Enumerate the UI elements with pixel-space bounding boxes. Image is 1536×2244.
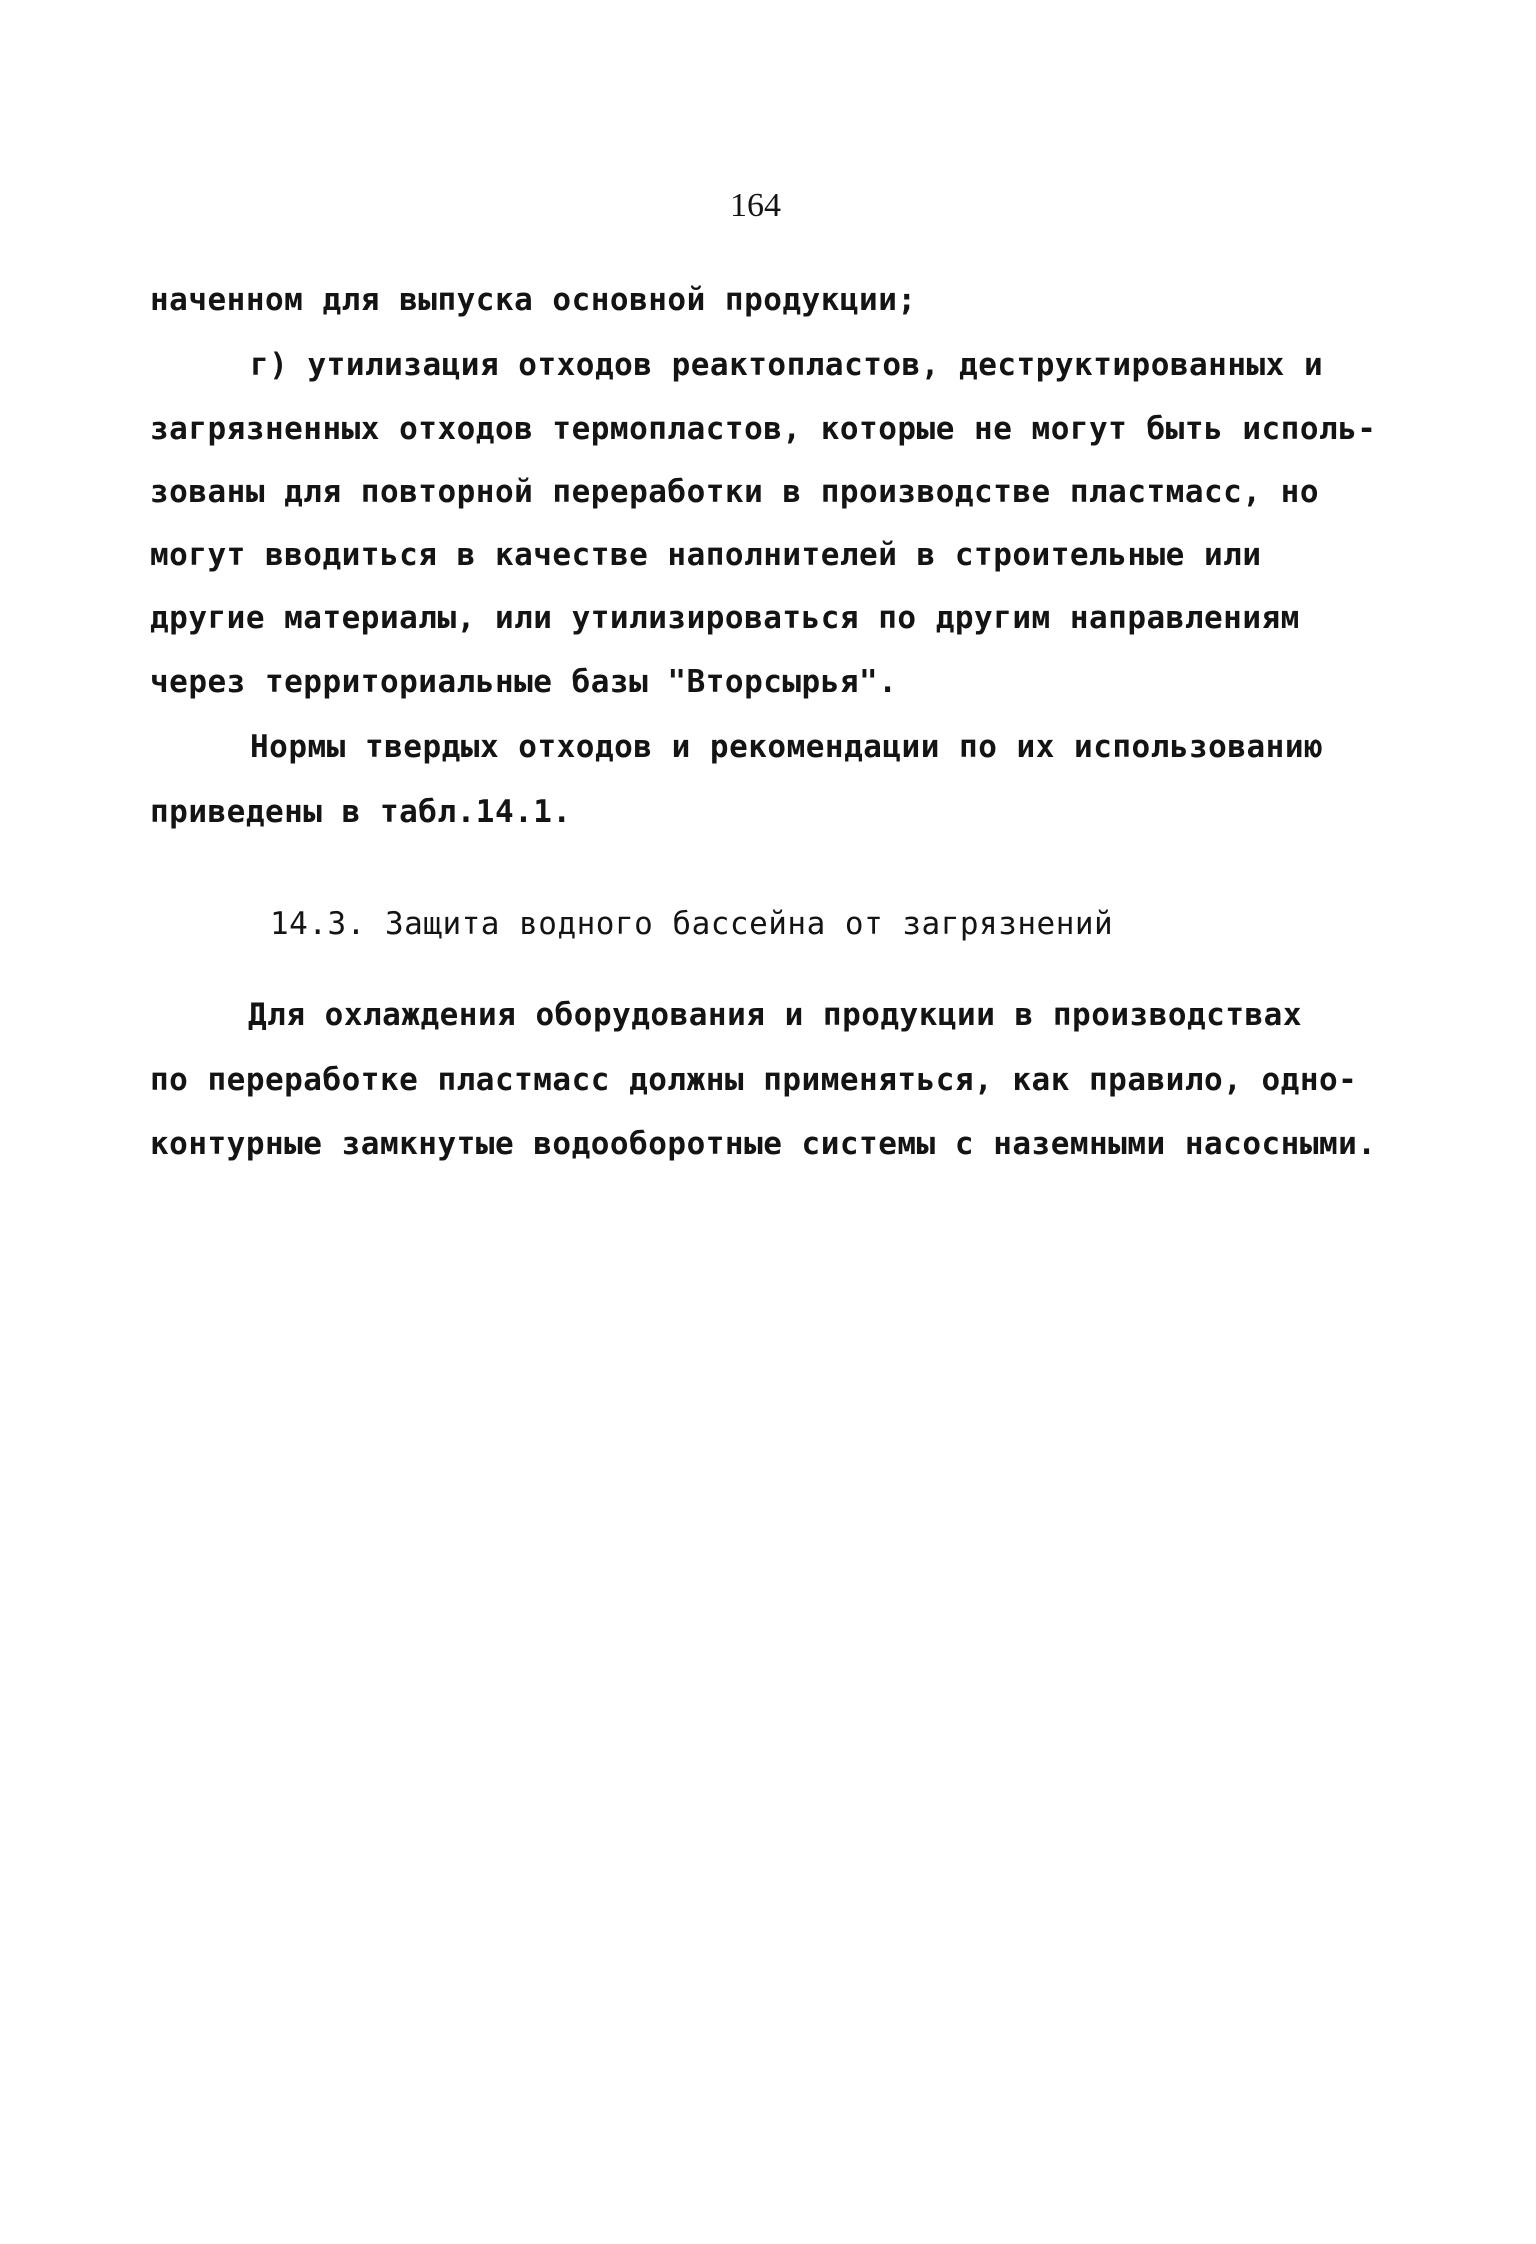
- text-line: наченном для выпуска основной продукции;: [150, 282, 917, 318]
- text-line: контурные замкнутые водооборотные системы с наземными насосными.: [150, 1126, 1377, 1162]
- text-line: могут вводиться в качестве наполнителей в строительные или: [150, 537, 1262, 573]
- text-line: другие материалы, или утилизироваться по другим направлениям: [150, 600, 1300, 636]
- text-line: через территориальные базы "Вторсырья".: [150, 664, 898, 700]
- text-line: загрязненных отходов термопластов, которые не могут быть исполь-: [150, 411, 1377, 447]
- text-line: Для охлаждения оборудования и продукции в производствах: [248, 997, 1302, 1033]
- section-heading: 14.3. Защита водного бассейна от загрязнений: [270, 906, 1114, 942]
- page-number: 164: [730, 187, 781, 224]
- text-line: Нормы твердых отходов и рекомендации по их использованию: [250, 729, 1324, 765]
- text-line: г) утилизация отходов реактопластов, деструктированных и: [250, 347, 1324, 383]
- text-line: зованы для повторной переработки в производстве пластмасс, но: [150, 474, 1319, 510]
- text-line: приведены в табл.14.1.: [150, 794, 572, 830]
- text-line: по переработке пластмасс должны применяться, как правило, одно-: [150, 1062, 1358, 1098]
